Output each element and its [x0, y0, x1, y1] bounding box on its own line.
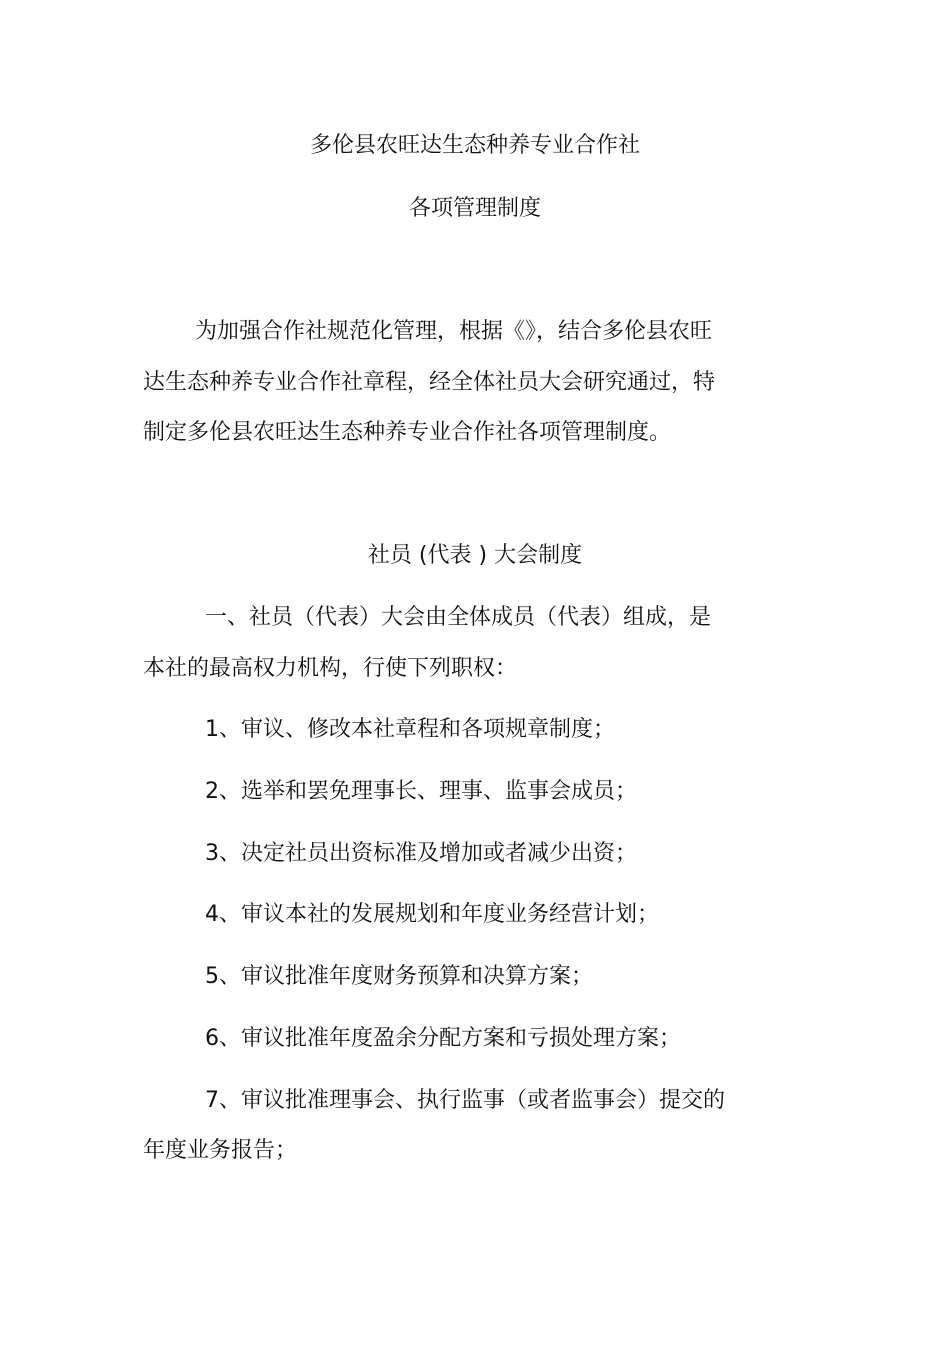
doc-title-line1: 多伦县农旺达生态种养专业合作社: [309, 133, 640, 158]
list-item-4: 4、审议本社的发展规划和年度业务经营计划；: [205, 902, 659, 927]
list-item-1: 1、审议、修改本社章程和各项规章制度；: [205, 717, 615, 742]
list-item-2: 2、选举和罢免理事长、理事、监事会成员；: [205, 779, 637, 804]
section-title: 社员 (代表 ) 大会制度: [367, 543, 583, 568]
intro-line-3: 制定多伦县农旺达生态种养专业合作社各项管理制度。: [143, 420, 672, 445]
section1-line-2: 本社的最高权力机构，行使下列职权：: [143, 656, 518, 681]
list-item-7-continued: 年度业务报告；: [143, 1138, 298, 1163]
list-item-5: 5、审议批准年度财务预算和决算方案；: [205, 964, 593, 989]
doc-title-line2: 各项管理制度: [408, 196, 541, 221]
intro-line-2: 达生态种养专业合作社章程，经全体社员大会研究通过，特: [143, 370, 716, 395]
section1-line-1: 一、社员（代表）大会由全体成员（代表）组成，是: [205, 605, 712, 630]
intro-line-1: 为加强合作社规范化管理，根据《》，结合多伦县农旺: [195, 319, 713, 344]
list-item-6: 6、审议批准年度盈余分配方案和亏损处理方案；: [205, 1026, 681, 1051]
list-item-7: 7、审议批准理事会、执行监事（或者监事会）提交的: [205, 1088, 725, 1113]
list-item-3: 3、决定社员出资标准及增加或者减少出资；: [205, 841, 637, 866]
